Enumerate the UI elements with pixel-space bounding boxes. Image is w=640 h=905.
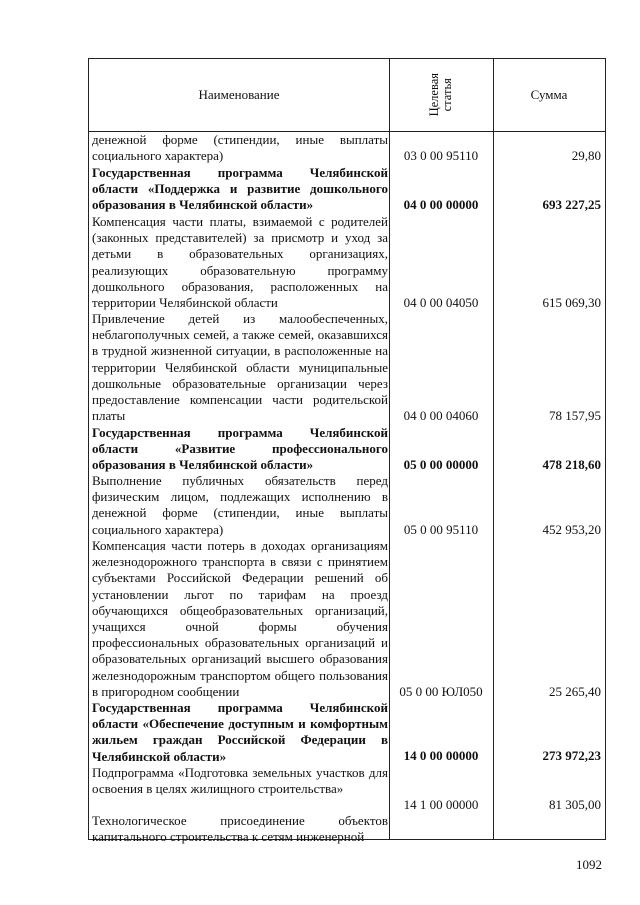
row-code: 14 1 00 00000 [403,797,479,812]
budget-table [88,58,606,845]
row-name: Подпрограмма «Подготовка земельных участков для освоения в целях жилищного строительства» [92,765,388,797]
header-name [89,59,389,131]
header-code [389,59,493,131]
row-code: 04 0 00 04060 [403,408,479,423]
row-sum: 29,80 [571,148,601,163]
header-sum [493,59,605,131]
column-divider [389,59,390,839]
row-code: 05 0 00 95110 [403,522,479,537]
row-sum: 693 227,25 [542,197,601,212]
row-name: Государственная программа Челябинской области «Обеспечение доступным и комфортным жильем граждан Российской Федерации в Челябинской области» [92,700,388,764]
row-code: 03 0 00 95110 [403,148,479,163]
row-name: Компенсация части потерь в доходах организациям железнодорожного транспорта в связи с принятием субъектами Российской Федерации решений об установлении льгот по тарифам на проезд обучающихся общеобразовательных организаций, учащихся очной формы обучения профессиональных образовательных организаций и образовательных организаций высшего образования железнодорожным транспортом общего пользования в пригородном сообщении [92,538,388,699]
row-sum: 25 265,40 [549,684,601,699]
header-name-label: Наименование [198,87,280,102]
row-sum: 81 305,00 [549,797,601,812]
row-name: Государственная программа Челябинской области «Поддержка и развитие дошкольного образования в Челябинской области» [92,165,388,213]
column-divider [493,59,494,839]
row-sum: 478 218,60 [542,457,601,472]
row-code: 05 0 00 00000 [403,457,479,472]
row-name: Выполнение публичных обязательств перед физическим лицом, подлежащих исполнению в денежной форме (стипендии, иные выплаты социального характера) [92,473,388,537]
row-code: 04 0 00 04050 [403,295,479,310]
row-code: 04 0 00 00000 [403,197,479,212]
row-name: Привлечение детей из малообеспеченных, неблагополучных семей, а также семей, оказавшихся в трудной жизненной ситуации, в расположенные на территории Челябинской области муниципальные дошкольные образовательные организации через предоставление компенсации части родительской платы [92,311,388,424]
header-sum-label: Сумма [530,87,568,102]
row-name: Компенсация части платы, взимаемой с родителей (законных представителей) за присмотр и уход за детьми в образовательных организациях, реализующих образовательную программу дошкольного образования, расположенных на территории Челябинской области [92,214,388,311]
row-code: 14 0 00 00000 [403,748,479,763]
row-sum: 273 972,23 [542,748,601,763]
page-number: 1092 [576,857,602,872]
row-name: денежной форме (стипендии, иные выплаты социального характера) [92,132,388,164]
row-code: 05 0 00 ЮЛ050 [399,684,483,699]
header-code-label: Целевая статья [427,73,454,117]
row-name: Государственная программа Челябинской области «Развитие профессионального образования в Челябинской области» [92,425,388,473]
row-sum: 452 953,20 [542,522,601,537]
row-sum: 78 157,95 [549,408,601,423]
row-name: Технологическое присоединение объектов капитального строительства к сетям инженерной [92,813,388,845]
row-sum: 615 069,30 [542,295,601,310]
